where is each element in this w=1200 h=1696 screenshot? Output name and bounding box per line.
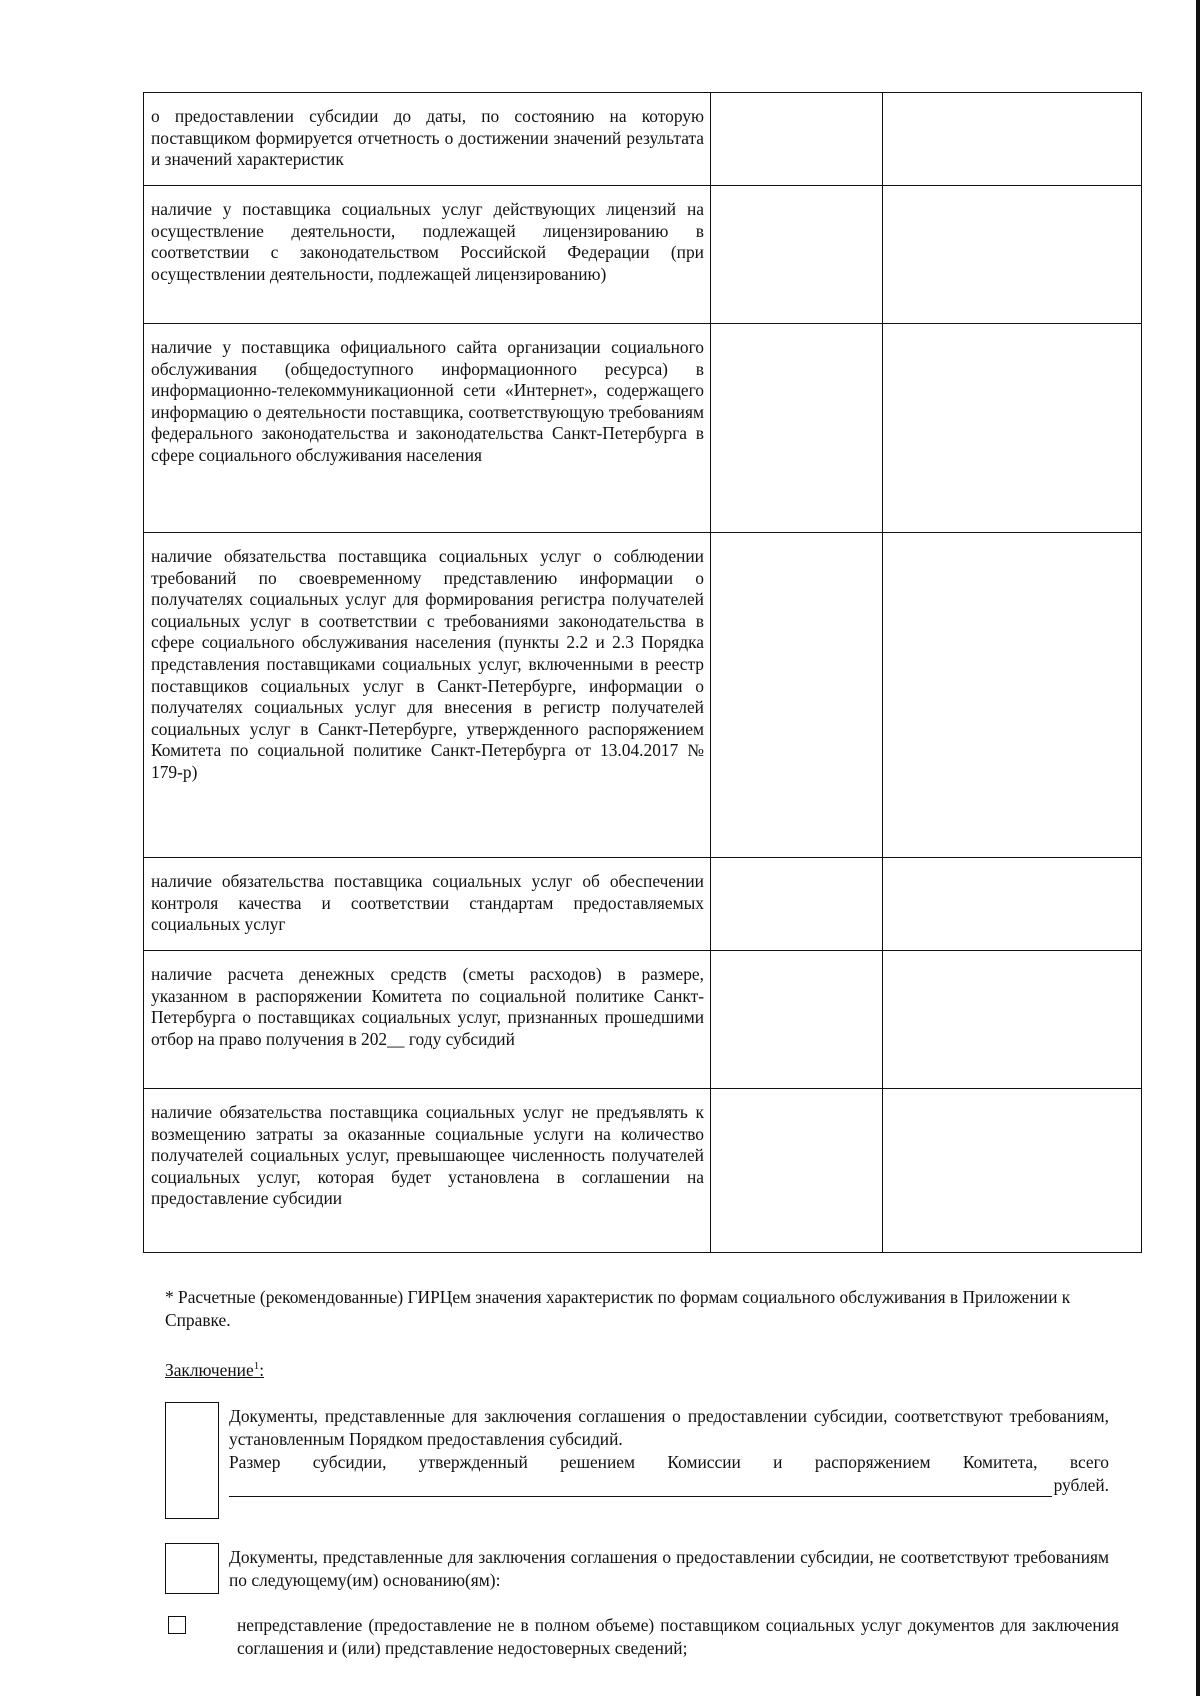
criterion-note-cell[interactable] <box>883 533 1142 858</box>
criterion-value-cell[interactable] <box>711 858 883 951</box>
criterion-value-cell[interactable] <box>711 951 883 1089</box>
compliant-checkbox[interactable] <box>165 1402 219 1519</box>
table-row <box>144 858 1142 951</box>
criterion-note-cell[interactable] <box>883 186 1142 324</box>
criterion-text: наличие обязательства поставщика социальных услуг не предъявлять к возмещению затраты за оказанные социальные услуги на количество получателей социальных услуг, превышающее численность получателей социальных услуг, которая будет установлена в соглашении на предоставление субсидии <box>144 1089 711 1253</box>
criterion-note-cell[interactable] <box>883 1089 1142 1253</box>
conclusion-title-colon: : <box>259 1359 265 1380</box>
subsidy-amount-line <box>229 1474 1109 1497</box>
criterion-text: наличие у поставщика официального сайта организации социального обслуживания (общедоступного информационного ресурса) в информационно-телекоммуникационной сети «Интернет», содержащего информацию о деятельности поставщика, соответствующую требованиям федерального законодательства и законодательства Санкт-Петербурга в сфере социального обслуживания населения <box>144 324 711 533</box>
table-row <box>144 93 1142 186</box>
criterion-note-cell[interactable] <box>883 951 1142 1089</box>
subsidy-amount-field[interactable] <box>229 1479 1052 1497</box>
non-compliant-option <box>229 1546 1109 1592</box>
criterion-value-cell[interactable] <box>711 324 883 533</box>
criterion-text: наличие расчета денежных средств (сметы расходов) в размере, указанном в распоряжении Комитета по социальной политике Санкт-Петербурга о поставщиках социальных услуг, признанных прошедшими отбор на право получения в 202__ году субсидий <box>144 951 711 1089</box>
footnote: * Расчетные (рекомендованные) ГИРЦем значения характеристик по формам социального обслуживания в Приложении к Справке. <box>165 1287 1071 1330</box>
criterion-value-cell[interactable] <box>711 186 883 324</box>
criterion-value-cell[interactable] <box>711 1089 883 1253</box>
criterion-text: о предоставлении субсидии до даты, по состоянию на которую поставщиком формируется отчетность о достижении значений результата и значений характеристик <box>144 93 711 186</box>
footnote-marker: 1 <box>253 1360 260 1372</box>
criterion-text: наличие у поставщика социальных услуг действующих лицензий на осуществление деятельности, подлежащей лицензированию в соответствии с законодательством Российской Федерации (при осуществлении деятельности, подлежащей лицензированию) <box>144 186 711 324</box>
conclusion-title <box>165 1355 264 1382</box>
criterion-note-cell[interactable] <box>883 858 1142 951</box>
criterion-note-cell[interactable] <box>883 324 1142 533</box>
page-right-edge <box>1196 0 1200 1696</box>
compliant-option-text: Документы, представленные для заключения соглашения о предоставлении субсидии, соответствуют требованиям, установленным Порядком предоставления субсидий. <box>229 1406 1109 1449</box>
subsidy-amount-label: Размер субсидии, утвержденный решением Комиссии и распоряжением Комитета, всего <box>229 1452 1109 1472</box>
criterion-value-cell[interactable] <box>711 93 883 186</box>
table-row <box>144 186 1142 324</box>
non-compliant-checkbox[interactable] <box>165 1543 219 1594</box>
non-compliant-option-text: Документы, представленные для заключения соглашения о предоставлении субсидии, не соответствуют требованиям по следующему(им) основанию(ям): <box>229 1547 1109 1590</box>
subsidy-amount-suffix: рублей. <box>1053 1475 1109 1495</box>
table-row <box>144 951 1142 1089</box>
table-row <box>144 1089 1142 1253</box>
reason-option-text: непредставление (предоставление не в полном объеме) поставщиком социальных услуг документов для заключения соглашения и (или) представление недостоверных сведений; <box>237 1615 1119 1658</box>
compliant-option <box>229 1405 1109 1497</box>
table-row <box>144 533 1142 858</box>
conclusion-title-text: Заключение <box>165 1359 254 1380</box>
criterion-text: наличие обязательства поставщика социальных услуг об обеспечении контроля качества и соответствии стандартам предоставляемых социальных услуг <box>144 858 711 951</box>
reason-checkbox[interactable] <box>168 1616 186 1634</box>
criterion-value-cell[interactable] <box>711 533 883 858</box>
reason-option <box>237 1614 1119 1660</box>
criteria-table <box>143 92 1142 1253</box>
criterion-note-cell[interactable] <box>883 93 1142 186</box>
table-row <box>144 324 1142 533</box>
criterion-text: наличие обязательства поставщика социальных услуг о соблюдении требований по своевременному представлению информации о получателях социальных услуг для формирования регистра получателей социальных услуг в соответствии с требованиями законодательства в сфере социального обслуживания населения (пункты 2.2 и 2.3 Порядка представления поставщиками социальных услуг, включенными в реестр поставщиков социальных услуг в Санкт-Петербурге, информации о получателях социальных услуг для внесения в регистр получателей социальных услуг в Санкт-Петербурге, утвержденного распоряжением Комитета по социальной политике Санкт-Петербурга от 13.04.2017 № 179-р) <box>144 533 711 858</box>
